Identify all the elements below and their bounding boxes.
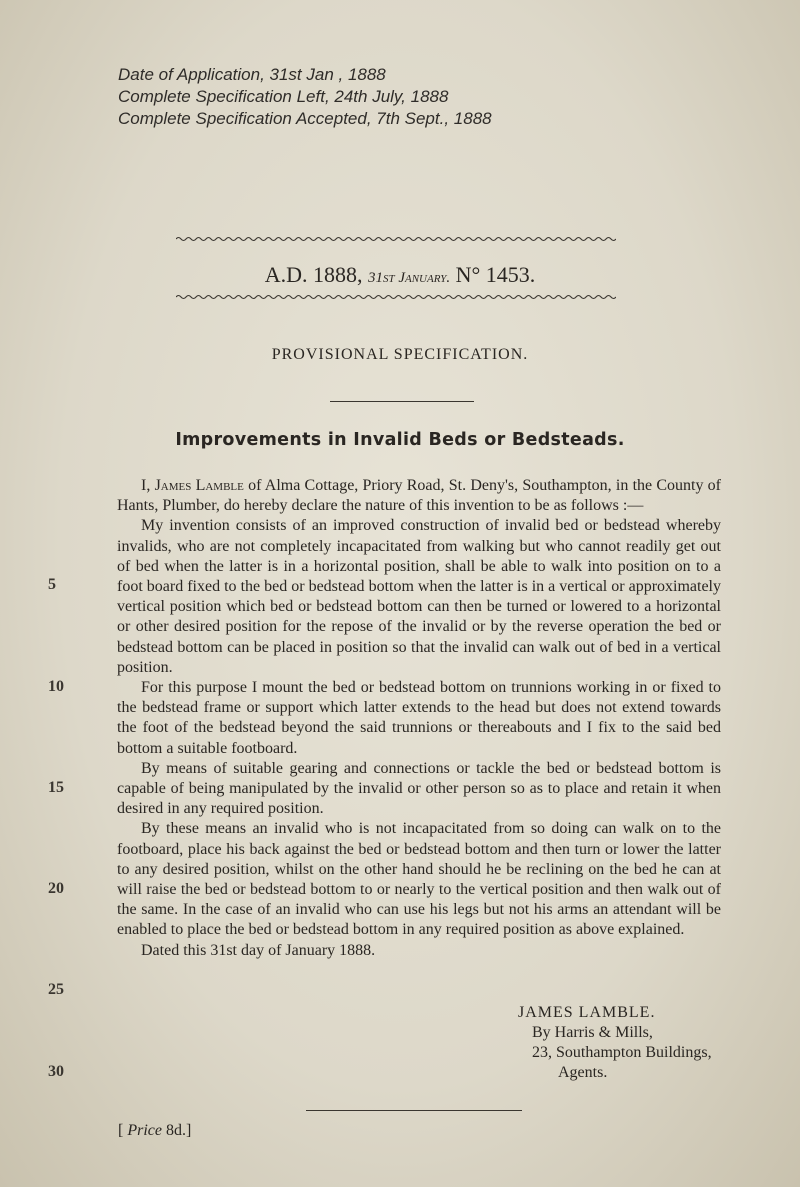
specification-accepted: Complete Specification Accepted, 7th Sept., 1888 <box>118 109 492 128</box>
divider-rule <box>330 401 474 402</box>
application-stamp <box>118 64 492 130</box>
patent-number: N° 1453. <box>455 262 536 287</box>
provisional-heading: PROVISIONAL SPECIFICATION. <box>271 346 529 363</box>
intro-paragraph <box>117 476 721 516</box>
line-number: 10 <box>48 678 64 695</box>
invention-title: Improvements in Invalid Beds or Bedsteads. <box>175 430 625 450</box>
header-year: A.D. 1888, <box>264 262 363 287</box>
agent-firm: By Harris & Mills, <box>532 1024 653 1041</box>
paragraph: By these means an invalid who is not incapacitated from so doing can walk on to the footboard, place his back against the bed or bedstead bottom and then turn or lower the latter to any desired position, whilst on the other hand should he be reclining on the bed he can at will raise the bed or bedstead bottom to or nearly to the vertical position and then walk out of the same. In the case of an invalid who can use his legs but not his arms an attendant will be enabled to place the bed or bedstead bottom in any required position as above explained. <box>117 820 721 939</box>
paragraph: By means of suitable gearing and connections or tackle the bed or bedstead bottom is capable of being manipulated by the invalid or other person so as to place and retain it when desired in any required position. <box>117 759 721 818</box>
intro-pronoun: I, <box>141 477 151 494</box>
specification-body <box>117 476 721 961</box>
price-note: [ Price 8d.] <box>118 1122 192 1139</box>
dated-line: Dated this 31st day of January 1888. <box>141 941 376 959</box>
signatory-name: JAMES LAMBLE. <box>518 1004 656 1021</box>
intro-text: of Alma Cottage, Priory Road, St. Deny's, Southampton, in the County of Hants, Plumber, do hereby declare the nature of this invention to be as follows :— <box>117 477 722 515</box>
agents-label: Agents. <box>558 1064 608 1081</box>
inventor-name: James Lamble <box>154 477 244 494</box>
line-number: 30 <box>48 1063 64 1080</box>
agent-address: 23, Southampton Buildings, <box>532 1044 712 1061</box>
wavy-rule-top <box>176 236 616 242</box>
specification-left: Complete Specification Left, 24th July, 1888 <box>118 87 449 106</box>
paragraph: For this purpose I mount the bed or bedstead bottom on trunnions working in or fixed to the bedstead frame or support which latter extends to the head but does not extend towards the foot of the bedstead beyond the said trunnions or thereabouts and I fix to the said bed bottom a suitable footboard. <box>117 679 721 757</box>
patent-header <box>0 262 800 288</box>
line-number: 15 <box>48 779 64 796</box>
date-of-application: Date of Application, 31st Jan , 1888 <box>118 65 386 84</box>
line-number: 25 <box>48 981 64 998</box>
line-number: 5 <box>48 576 56 593</box>
price-amount: 8d. <box>165 1122 186 1139</box>
signature-block <box>518 1003 738 1083</box>
price-label: Price <box>127 1122 162 1139</box>
line-number: 20 <box>48 880 64 897</box>
wavy-rule-bottom <box>176 294 616 300</box>
footer-rule <box>306 1110 522 1111</box>
header-date: 31st January. <box>367 270 451 286</box>
paragraph: My invention consists of an improved construction of invalid bed or bedstead whereby invalids, who are not completely incapacitated from walking but who cannot readily get out of bed when the latter is in a horizontal position, shall be able to walk into position on to a foot board fixed to the bed or bedstead bottom when the latter is in a vertical or approximately vertical position which bed or bedstead bottom can then be turned or lowered to a horizontal or other desired position for the repose of the invalid or by the reverse operation the bed or bedstead bottom can be placed in position so that the invalid can walk out of bed in a vertical position. <box>117 517 721 676</box>
